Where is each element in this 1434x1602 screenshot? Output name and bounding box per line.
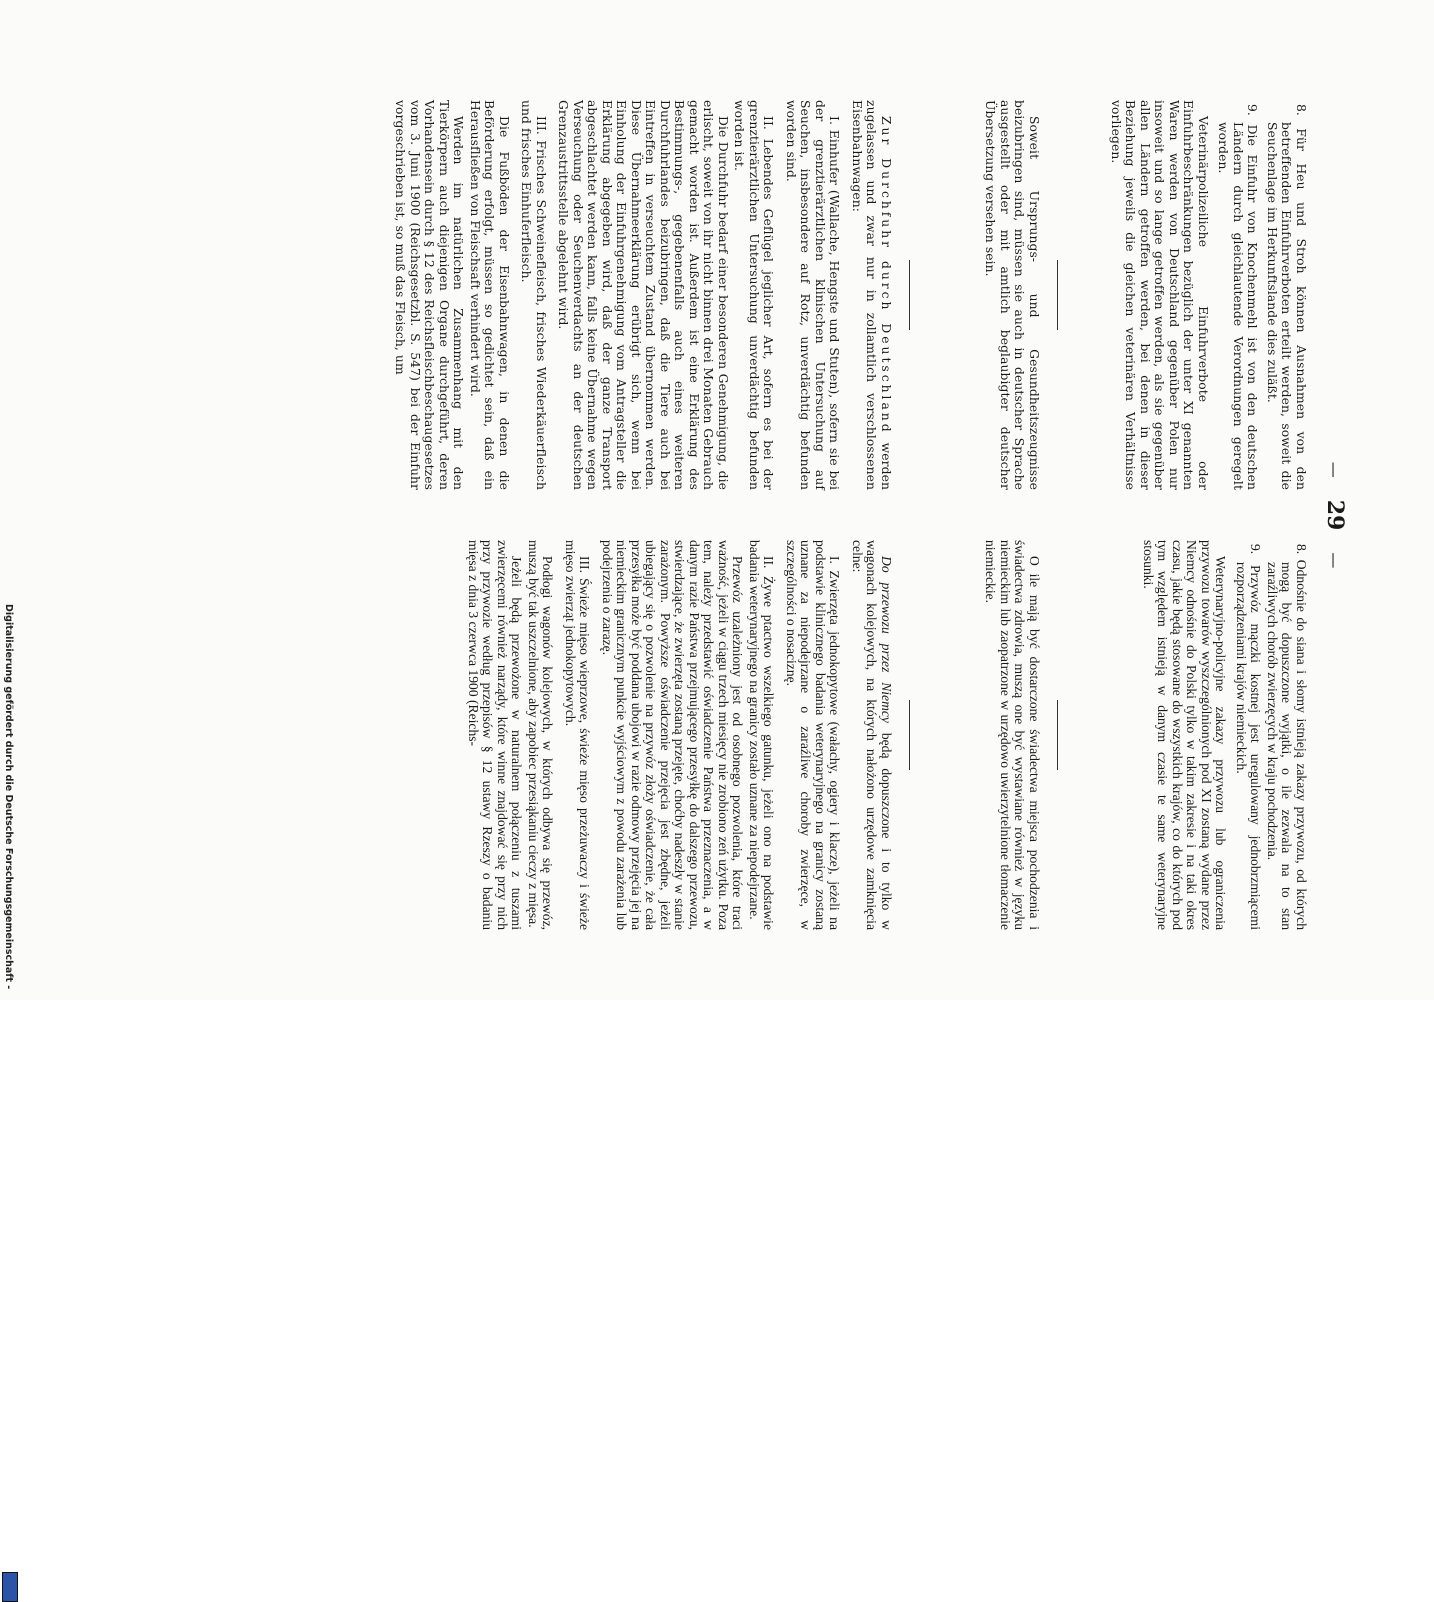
german-veterinary-paragraph: Veterinärpolizeiliche Einfuhrverbote oder Einfuhrbeschränkungen bezüglich der unter XI genannten Waren werden von Deutschland gegenüber Polen nur insoweit und so lange getroffen werden, als sie gegenüber allen Ländern getroffen werden, bei denen in dieser Beziehung jeweils die gleichen veterinären Verhältnisse vorliegen. xyxy=(1109,100,1210,490)
german-section-2-conditions: Die Durchfuhr bedarf einer besonderen Genehmigung, die erlischt, soweit von ihr nicht binnen drei Monaten Gebrauch gemacht worden ist. Außerdem ist eine Erklärung des Bestimmungs-, gegebenenfalls auch eines weiteren Durchfuhrlandes beizubringen, daß die Tiere auch bei Eintreffen in verseuchtem Zustand übernommen werden. Diese Übernahmeerklärung erübrigt sich, wenn bei Einholung der Einfuhrgenehmigung vom Antragsteller die Erklärung abgegeben wird, daß der ganze Transport abgeschlachtet werden kann, falls keine Übernahme wegen Verseuchung oder Seuchenverdachts an der deutschen Grenzaustrittsstelle abgelehnt wird. xyxy=(556,100,730,490)
header-dash-left: — xyxy=(1325,461,1345,478)
german-item-8: 8. Für Heu und Stroh können Ausnahmen von den betreffenden Einfuhrverboten erteilt werden, soweit die Seuchenlage im Herkunftslande dies zuläßt. xyxy=(1265,104,1308,490)
rotated-document-page xyxy=(120,100,1350,930)
german-section-3-organs: Werden im natürlichen Zusammenhang mit den Tierkörpern auch diejenigen Organe durchgeführt, deren Vorhandensein durch § 12 des Reichsfleischbeschaugesetzes vom 3. Juni 1900 (Reichsgesetzbl. S. 547) bei der Einfuhr vorgeschrieben ist, so muß das Fleisch, um xyxy=(393,100,466,490)
page-number: 29 xyxy=(1322,499,1348,531)
polish-item-8: 8. Odnośnie do siana i słomy istnieją zakazy przywozu, od których mogą być dopuszczone wyjątki, o ile zezwala na to stan zaraźliwych chorób zwierzęcych w kraju pochodzenia. xyxy=(1265,544,1309,930)
german-section-2: II. Lebendes Geflügel jeglicher Art, sofern es bei der grenztierärztlichen Untersuchung unverdächtig befunden worden ist. xyxy=(732,100,776,490)
polish-section-3-organs: Jeżeli będą przewożone w naturalnem połączeniu z tuszami zwierzęcemi również narządy, które winne znajdować się przy nich przy przywozie według przepisów § 12 ustawy Rzeszy o badaniu mięsa z dnia 3 czerwca 1900 (Reichs- xyxy=(466,540,525,930)
german-transit-heading: Zur Durchfuhr durch Deutschland xyxy=(879,116,893,435)
polish-section-3: III. Świeże mięso wieprzowe, świeże mięso przeżuwaczy i świeże mięso zwierząt jednokopytowych. xyxy=(563,540,593,930)
polish-divider-2 xyxy=(909,700,910,770)
german-divider-1 xyxy=(1057,260,1058,330)
row-intro xyxy=(1109,100,1309,930)
polish-transit-intro xyxy=(850,540,894,930)
german-column-intro xyxy=(1109,100,1309,490)
german-section-3-floors: Die Fußböden der Eisenbahnwagen, in denen die Beförderung erfolgt, müssen so gedichtet sein, daß ein Herausfließen von Fleischsaft verhindert wird. xyxy=(468,100,511,490)
page-header xyxy=(1320,100,1350,930)
german-certificates-paragraph: Soweit Ursprungs- und Gesundheitszeugnisse beizubringen sind, müssen sie auch in deutscher Sprache ausgestellt oder mit amtlich beglaubigter deutscher Übersetzung versehen sein. xyxy=(983,100,1041,490)
header-dash-right: — xyxy=(1325,552,1345,569)
german-divider-2 xyxy=(909,260,910,330)
german-item-9: 9. Die Einfuhr von Knochenmehl ist von den deutschen Ländern durch gleichlautende Verordnungen geregelt worden. xyxy=(1216,104,1260,490)
dfg-logo-icon xyxy=(2,1572,18,1602)
polish-section-1: I. Zwierzęta jednokopytowe (wałachy, ogiery i klacze), jeżeli na podstawie klinicznego badania weterynaryjnego na granicy zostaną uznane za niepodejrzane o zaraźliwe choroby zwierzęce, w szczególności o nosaciznę. xyxy=(784,540,843,930)
polish-section-2: II. Żywe ptactwo wszelkiego gatunku, jeżeli ono na podstawie badania weterynaryjnego na granicy zostało uznane za niepodejrzane. xyxy=(747,540,777,930)
digitization-credit-text: Digitalisierung gefördert durch die Deutsche Forschungsgemeinschaft - xyxy=(3,604,14,990)
polish-column-transit xyxy=(393,540,910,930)
polish-transit-rest: będą dopuszczone i to tylko w wagonach kolejowych, na których nałożono urzędowe zamknięcia celne: xyxy=(850,540,894,930)
polish-item-9: 9. Przywóz mączki kostnej jest uregulowany jednobrzmiącemi rozporządzeniami krajów niemieckich. xyxy=(1234,544,1264,930)
polish-veterinary-paragraph: Weterynaryjno-policyjne zakazy przywozu lub ograniczenia przywozu towarów wyszczególnionych pod XI zostaną wydane przez Niemcy odnośnie do Polski tylko w takim zakresie i na taki okres czasu, jakie będą stosowane do wszystkich krajów, co do których pod tym względem istnieją w danym czasie te same weterynaryjne stosunki. xyxy=(1141,540,1229,930)
polish-certificates-paragraph: O ile mają być dostarczone świadectwa miejsca pochodzenia i świadectwa zdrowia, muszą one być wystawiane również w języku niemieckim lub zaopatrzone w urzędowo uwierzytelnione tłomaczenie niemieckie. xyxy=(983,540,1042,930)
polish-column-intro xyxy=(1109,540,1309,930)
german-transit-rest: werden zugelassen und zwar nur in zollamtlich verschlossenen Eisenbahnwagen: xyxy=(850,100,893,490)
german-section-3: III. Frisches Schweinefleisch, frisches Wiederkäuerfleisch und frisches Einhuferfleisch. xyxy=(519,100,548,490)
row-transit xyxy=(393,100,910,930)
polish-section-3-floors: Podłogi wagonów kolejowych, w których odbywa się przewóz, muszą być tak uszczelnione, aby zapobiec przesiąkaniu cieczy z mięsa. xyxy=(526,540,556,930)
polish-column-certificates xyxy=(983,540,1058,930)
german-transit-intro xyxy=(850,100,894,490)
row-certificates xyxy=(983,100,1058,930)
polish-transit-heading: Do przewozu przez Niemcy xyxy=(879,556,894,723)
german-section-1: I. Einhufer (Wallache, Hengste und Stuten), sofern sie bei der grenztierärztlichen klinischen Untersuchung auf Seuchen, insbesondere auf Rotz, unverdächtig befunden worden sind. xyxy=(784,100,842,490)
german-column-certificates xyxy=(983,100,1058,490)
polish-divider-1 xyxy=(1057,700,1058,770)
digitization-credit xyxy=(0,604,18,1000)
polish-section-2-conditions: Przewóz uzależniony jest od osobnego pozwolenia, które traci ważność, jeżeli w ciągu trzech miesięcy nie zrobiono zeń użytku. Poza tem, należy przedstawić oświadczenie Państwa przeznaczenia, a w danym razie Państwa przejmującego przesyłkę do dalszego przewozu, stwierdzające, że zwierzęta zostaną przejęte, choćby nadeszły w stanie zarażonym. Powyższe oświadczenie przejęcia jest zbędne, jeżeli ubiegający się o pozwolenie na przywóz złoży oświadczenie, że cała przesyłka może być poddana ubojowi w razie odmowy przejęcia jej na niemieckim granicznym punkcie wyjściowym z powodu zarażenia lub podejrzenia o zarazę. xyxy=(600,540,746,930)
german-column-transit xyxy=(393,100,910,490)
